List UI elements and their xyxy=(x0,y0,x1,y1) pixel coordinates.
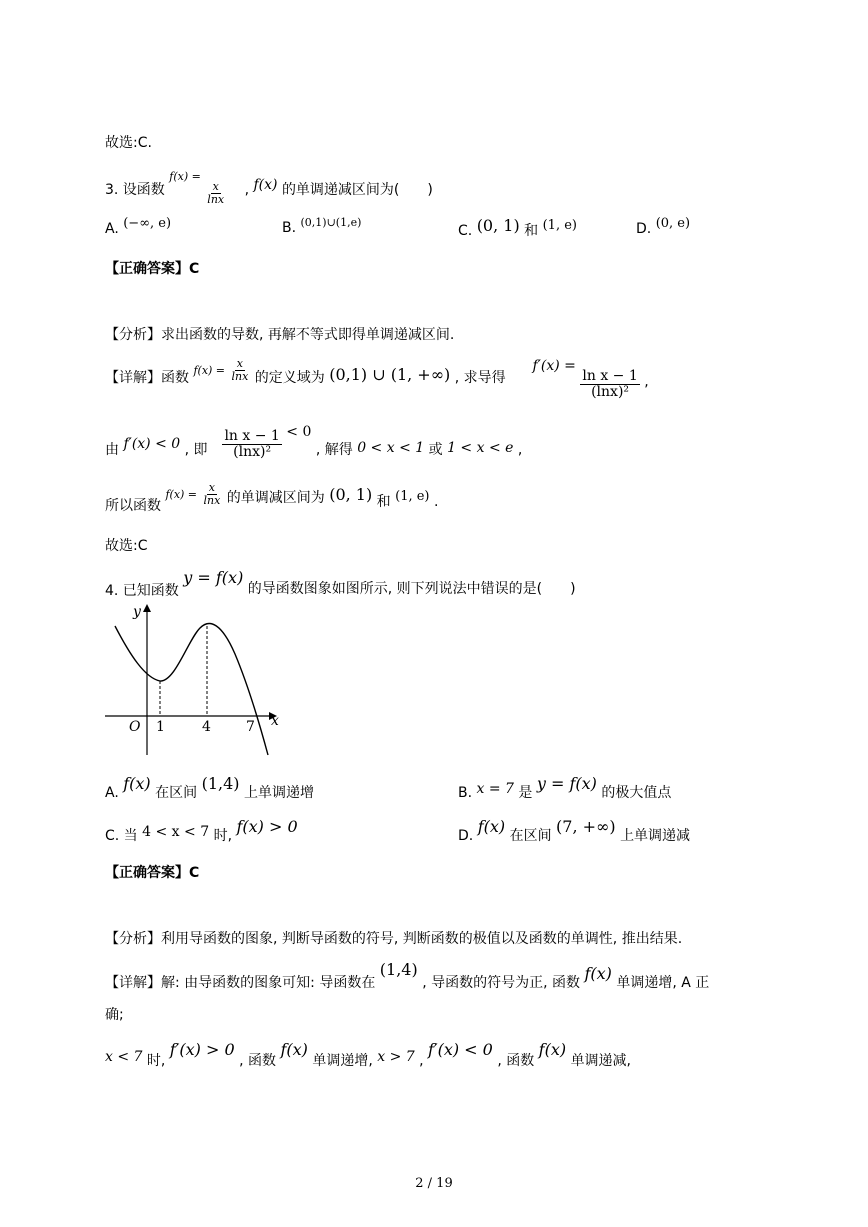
q3-analysis: 【分析】求出函数的导数, 再解不等式即得单调递减区间. xyxy=(105,327,455,343)
q4d-f: f(x) xyxy=(477,817,506,836)
q4-detail-2 xyxy=(105,1040,631,1070)
q3-final: 故选:C xyxy=(105,538,148,554)
d1-mid2: , 求导得 xyxy=(454,370,506,387)
q4c-ineq: 4 < x < 7 xyxy=(142,824,210,840)
d1-deriv-num: ln x − 1 xyxy=(582,368,638,385)
q4-detail-1-wrap: 确; xyxy=(105,1007,124,1023)
d2-prefix: 由 xyxy=(105,442,119,458)
x-axis-label: x xyxy=(271,713,279,729)
option-b-math: (0,1)∪(1,e) xyxy=(300,216,362,229)
conclusion-line: 故选:C. xyxy=(105,135,152,151)
q3-fx2: f(x) xyxy=(253,177,278,193)
e2-t3: 单调递增, xyxy=(312,1053,373,1069)
d1-prefix: 【详解】函数 xyxy=(105,370,189,387)
d2-lt: < 0 xyxy=(286,424,312,440)
e1-mid: , 导函数的符号为正, 函数 xyxy=(422,975,580,991)
q4b-x: x = 7 xyxy=(476,781,514,797)
e1-int: (1,4) xyxy=(379,960,418,979)
q3-option-b xyxy=(282,216,361,236)
q3-option-d xyxy=(636,216,690,237)
q4c-f: f(x) > 0 xyxy=(236,817,298,836)
d1-fx: f(x) = xyxy=(193,364,226,378)
q4-option-a xyxy=(105,774,314,802)
q4d-int: (7, +∞) xyxy=(556,817,616,836)
e2-f2: f(x) xyxy=(538,1040,567,1059)
d1-deriv-lhs: f′(x) = xyxy=(532,358,576,375)
d1-deriv-fraction xyxy=(580,369,639,399)
option-c-math2: (1, e) xyxy=(542,218,577,233)
e2-t1: 时, xyxy=(146,1053,166,1069)
d1-den: lnx xyxy=(231,369,249,383)
e2-x: x < 7 xyxy=(105,1049,143,1065)
option-a-math: (−∞, e) xyxy=(123,216,172,231)
option-c-mid: 和 xyxy=(524,223,539,239)
q4d-mid: 在区间 xyxy=(509,828,552,844)
e2-x2: x > 7 xyxy=(377,1049,415,1065)
e1-f: f(x) xyxy=(584,964,612,983)
q4a-mid: 在区间 xyxy=(155,785,198,801)
d3-i1: (0, 1) xyxy=(329,485,373,505)
d2-num: ln x − 1 xyxy=(224,428,280,444)
option-b-label: B. xyxy=(282,220,297,236)
q4-option-b xyxy=(458,774,671,802)
d3-fx: f(x) = xyxy=(165,488,198,502)
d1-mid: 的定义域为 xyxy=(254,370,325,387)
origin-label: O xyxy=(129,719,141,735)
e1-end: 单调递增, A 正 xyxy=(616,975,710,991)
d1-domain: (0,1) ∪ (1, +∞) xyxy=(329,365,451,385)
d3-end: . xyxy=(433,494,439,511)
q3-suffix: 的单调递减区间为( ) xyxy=(281,182,433,198)
q4b-end: 的极大值点 xyxy=(601,785,672,801)
d1-num: x xyxy=(236,357,243,370)
q4-suffix: 的导函数图象如图所示, 则下列说法中错误的是( ) xyxy=(247,581,576,597)
option-c-label: C. xyxy=(458,223,473,239)
q3-den: lnx xyxy=(207,192,225,206)
q3-option-c xyxy=(458,216,577,240)
d2-mid2: , 解得 xyxy=(315,442,353,458)
q4-option-c xyxy=(105,817,298,845)
q3-detail-2 xyxy=(105,424,522,459)
q3-detail-1 xyxy=(105,358,649,399)
q4a-end: 上单调递增 xyxy=(243,785,314,801)
q4-func: y = f(x) xyxy=(183,568,244,587)
d2-ineq: f′(x) < 0 xyxy=(123,436,181,452)
e2-d1: f′(x) > 0 xyxy=(169,1040,235,1059)
q4a-int: (1,4) xyxy=(201,774,240,793)
q4-analysis: 【分析】利用导函数的图象, 判断导函数的符号, 判断函数的极值以及函数的单调性, 推出结果. xyxy=(105,931,683,947)
question-4 xyxy=(105,568,576,600)
option-a-label: A. xyxy=(105,221,119,237)
tick-label-4: 4 xyxy=(202,719,211,735)
e1-prefix: 【详解】解: 由导函数的图象可知: 导函数在 xyxy=(105,975,376,991)
e2-f1: f(x) xyxy=(280,1040,308,1059)
e2-t5: , 函数 xyxy=(497,1053,535,1069)
q3-answer: 【正确答案】C xyxy=(105,261,200,277)
d2-or: 或 xyxy=(428,442,443,458)
q4b-label: B. xyxy=(458,785,473,801)
q4c-label: C. 当 xyxy=(105,828,138,844)
q4b-y: y = f(x) xyxy=(536,774,597,793)
q3-option-a xyxy=(105,216,171,237)
q4d-end: 上单调递减 xyxy=(620,828,691,844)
q3-fx: f(x) = xyxy=(169,170,201,183)
d1-fraction xyxy=(229,358,250,382)
q4b-mid: 是 xyxy=(518,785,533,801)
q4-answer: 【正确答案】C xyxy=(105,865,200,881)
q3-num: x xyxy=(212,180,219,193)
q4-detail-1 xyxy=(105,960,709,992)
option-d-math: (0, e) xyxy=(655,216,691,231)
page-number: 2 / 19 xyxy=(415,1176,453,1191)
q4a-label: A. xyxy=(105,785,119,801)
d2-den: (lnx)² xyxy=(233,443,272,460)
q3-detail-3 xyxy=(105,482,438,515)
question-3 xyxy=(105,170,433,205)
q3-fraction xyxy=(205,181,226,205)
tick-label-7: 7 xyxy=(246,719,255,735)
q4c-mid: 时, xyxy=(213,828,233,844)
d1-deriv-den: (lnx)² xyxy=(591,383,630,400)
q4d-label: D. xyxy=(458,828,474,844)
d3-mid: 的单调减区间为 xyxy=(226,490,325,507)
d1-end: , xyxy=(644,374,649,391)
e2-t6: 单调递减, xyxy=(570,1053,632,1069)
q4-prefix: 4. 已知函数 xyxy=(105,583,179,599)
option-d-label: D. xyxy=(636,221,652,237)
tick-label-1: 1 xyxy=(156,719,165,735)
d2-r2: 1 < x < e xyxy=(447,440,514,456)
derivative-graph xyxy=(100,600,285,762)
d3-i2: (1, e) xyxy=(395,489,430,505)
e2-t4: , xyxy=(419,1053,424,1069)
d2-end: , xyxy=(517,442,523,458)
e2-t2: , 函数 xyxy=(239,1053,276,1069)
q4-option-d xyxy=(458,817,690,845)
d3-num: x xyxy=(208,481,215,494)
d2-r1: 0 < x < 1 xyxy=(357,440,425,456)
q3-prefix: 3. 设函数 xyxy=(105,182,165,198)
option-c-math1: (0, 1) xyxy=(476,216,520,235)
d3-fraction xyxy=(201,482,222,506)
d3-prefix: 所以函数 xyxy=(105,498,161,515)
q4a-f: f(x) xyxy=(123,774,151,793)
y-axis-label: y xyxy=(133,604,141,620)
q3-comma: , xyxy=(244,182,250,198)
d3-den: lnx xyxy=(203,493,221,507)
d2-fraction xyxy=(222,429,281,459)
d3-and: 和 xyxy=(376,494,391,511)
d2-mid: , 即 xyxy=(184,442,208,458)
e2-d2: f′(x) < 0 xyxy=(428,1040,493,1059)
derivative-curve xyxy=(115,624,268,755)
